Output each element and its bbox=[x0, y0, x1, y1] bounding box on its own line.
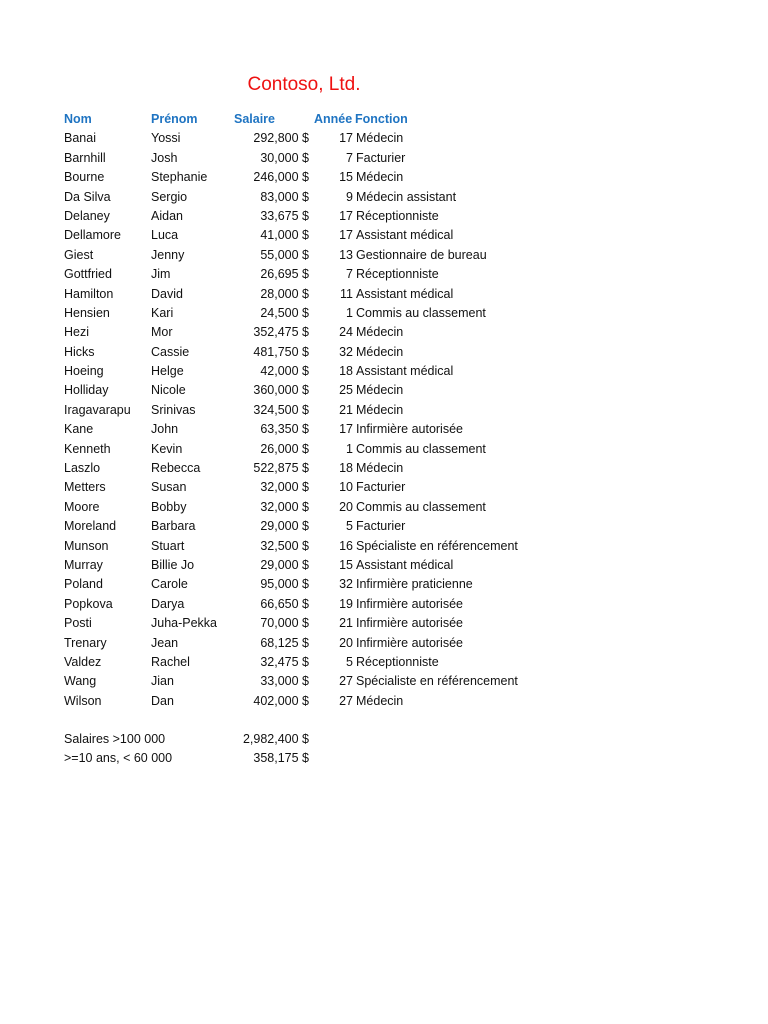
header-prenom: Prénom bbox=[151, 112, 198, 126]
prenom-cell: Josh bbox=[151, 150, 178, 165]
prenom-cell: Jim bbox=[151, 267, 171, 282]
salaire-cell: 83,000 $ bbox=[260, 189, 309, 204]
summary-label: Salaires >100 000 bbox=[64, 732, 166, 746]
prenom-cell: Aidan bbox=[151, 208, 183, 223]
salaire-cell: 481,750 $ bbox=[253, 344, 309, 359]
nom-cell: Posti bbox=[64, 616, 92, 631]
prenom-cell: Bobby bbox=[151, 499, 187, 514]
summary-value: 358,175 $ bbox=[253, 751, 309, 766]
nom-cell: Moreland bbox=[64, 519, 117, 534]
annee-cell: 1 bbox=[346, 305, 353, 320]
fonction-cell: Commis au classement bbox=[356, 499, 486, 514]
fonction-cell: Médecin bbox=[356, 461, 404, 476]
salaire-cell: 29,000 $ bbox=[260, 557, 309, 572]
nom-cell: Giest bbox=[64, 247, 94, 262]
salaire-cell: 63,350 $ bbox=[260, 422, 309, 437]
fonction-cell: Médecin bbox=[356, 344, 404, 359]
prenom-cell: Carole bbox=[151, 577, 188, 592]
fonction-cell: Facturier bbox=[356, 480, 406, 495]
annee-cell: 18 bbox=[339, 364, 353, 379]
nom-cell: Gottfried bbox=[64, 267, 112, 282]
fonction-cell: Facturier bbox=[356, 150, 406, 165]
fonction-cell: Réceptionniste bbox=[356, 208, 439, 223]
annee-cell: 18 bbox=[339, 461, 353, 476]
salaire-cell: 33,675 $ bbox=[260, 208, 309, 223]
fonction-cell: Spécialiste en référencement bbox=[356, 674, 518, 689]
nom-cell: Poland bbox=[64, 577, 103, 592]
prenom-cell: Juha-Pekka bbox=[151, 616, 218, 631]
nom-cell: Hicks bbox=[64, 344, 95, 359]
salaire-cell: 29,000 $ bbox=[260, 519, 309, 534]
fonction-cell: Spécialiste en référencement bbox=[356, 538, 518, 553]
prenom-cell: David bbox=[151, 286, 183, 301]
salaire-cell: 522,875 $ bbox=[253, 461, 309, 476]
nom-cell: Hezi bbox=[64, 325, 90, 340]
summary-value: 2,982,400 $ bbox=[242, 732, 309, 746]
header-nom: Nom bbox=[64, 112, 92, 126]
annee-cell: 5 bbox=[346, 519, 353, 534]
annee-cell: 21 bbox=[339, 616, 353, 631]
prenom-cell: Cassie bbox=[151, 344, 190, 359]
prenom-cell: Luca bbox=[151, 228, 179, 243]
annee-cell: 32 bbox=[339, 577, 353, 592]
salaire-cell: 41,000 $ bbox=[260, 228, 309, 243]
prenom-cell: Barbara bbox=[151, 519, 196, 534]
prenom-cell: Darya bbox=[151, 596, 185, 611]
fonction-cell: Réceptionniste bbox=[356, 654, 439, 669]
salaire-cell: 55,000 $ bbox=[260, 247, 309, 262]
annee-cell: 27 bbox=[339, 674, 353, 689]
salaire-cell: 246,000 $ bbox=[253, 170, 309, 185]
fonction-cell: Médecin bbox=[356, 383, 404, 398]
nom-cell: Munson bbox=[64, 538, 109, 553]
annee-cell: 16 bbox=[339, 538, 353, 553]
nom-cell: Hensien bbox=[64, 305, 110, 320]
salaire-cell: 30,000 $ bbox=[260, 150, 309, 165]
prenom-cell: Yossi bbox=[151, 131, 181, 146]
annee-cell: 15 bbox=[339, 170, 353, 185]
prenom-cell: Nicole bbox=[151, 383, 186, 398]
fonction-cell: Gestionnaire de bureau bbox=[356, 247, 487, 262]
salaire-cell: 42,000 $ bbox=[260, 364, 309, 379]
annee-cell: 5 bbox=[346, 654, 353, 669]
fonction-cell: Réceptionniste bbox=[356, 267, 439, 282]
fonction-cell: Infirmière autorisée bbox=[356, 616, 463, 631]
salaire-cell: 32,500 $ bbox=[260, 538, 309, 553]
fonction-cell: Médecin bbox=[356, 325, 404, 340]
prenom-cell: John bbox=[151, 422, 179, 437]
annee-cell: 20 bbox=[339, 499, 353, 514]
fonction-cell: Assistant médical bbox=[356, 557, 454, 572]
annee-cell: 25 bbox=[339, 383, 353, 398]
salaire-cell: 68,125 $ bbox=[260, 635, 309, 650]
header-salaire: Salaire bbox=[234, 112, 276, 126]
salaire-cell: 70,000 $ bbox=[260, 616, 309, 631]
prenom-cell: Kevin bbox=[151, 441, 183, 456]
nom-cell: Dellamore bbox=[64, 228, 121, 243]
nom-cell: Banai bbox=[64, 131, 96, 146]
annee-cell: 21 bbox=[339, 402, 353, 417]
salaire-cell: 28,000 $ bbox=[260, 286, 309, 301]
salaire-cell: 292,800 $ bbox=[253, 131, 309, 146]
salaire-cell: 32,475 $ bbox=[260, 654, 309, 669]
fonction-cell: Médecin assistant bbox=[356, 189, 457, 204]
nom-cell: Valdez bbox=[64, 654, 102, 669]
salaire-cell: 360,000 $ bbox=[253, 383, 309, 398]
annee-cell: 17 bbox=[339, 131, 353, 146]
fonction-cell: Assistant médical bbox=[356, 228, 454, 243]
prenom-cell: Rachel bbox=[151, 654, 190, 669]
prenom-cell: Stuart bbox=[151, 538, 185, 553]
prenom-cell: Susan bbox=[151, 480, 187, 495]
nom-cell: Metters bbox=[64, 480, 106, 495]
nom-cell: Wang bbox=[64, 674, 97, 689]
annee-cell: 9 bbox=[346, 189, 353, 204]
fonction-cell: Commis au classement bbox=[356, 441, 486, 456]
prenom-cell: Jian bbox=[151, 674, 174, 689]
prenom-cell: Kari bbox=[151, 305, 174, 320]
prenom-cell: Rebecca bbox=[151, 461, 201, 476]
annee-cell: 1 bbox=[346, 441, 353, 456]
annee-cell: 11 bbox=[340, 286, 353, 301]
nom-cell: Kenneth bbox=[64, 441, 111, 456]
salaire-cell: 352,475 $ bbox=[253, 325, 309, 340]
fonction-cell: Médecin bbox=[356, 402, 404, 417]
fonction-cell: Médecin bbox=[356, 170, 404, 185]
salaire-cell: 24,500 $ bbox=[260, 305, 309, 320]
fonction-cell: Médecin bbox=[356, 693, 404, 708]
header-annee: Année bbox=[314, 112, 353, 126]
salaire-cell: 33,000 $ bbox=[260, 674, 309, 689]
prenom-cell: Jean bbox=[151, 635, 179, 650]
salaire-cell: 32,000 $ bbox=[260, 499, 309, 514]
fonction-cell: Infirmière autorisée bbox=[356, 596, 463, 611]
annee-cell: 24 bbox=[339, 325, 353, 340]
annee-cell: 17 bbox=[339, 422, 353, 437]
annee-cell: 13 bbox=[339, 247, 353, 262]
prenom-cell: Billie Jo bbox=[151, 557, 195, 572]
salaire-cell: 26,000 $ bbox=[260, 441, 309, 456]
salaire-cell: 26,695 $ bbox=[260, 267, 309, 282]
prenom-cell: Jenny bbox=[151, 247, 185, 262]
prenom-cell: Stephanie bbox=[151, 170, 208, 185]
nom-cell: Popkova bbox=[64, 596, 113, 611]
annee-cell: 17 bbox=[339, 228, 353, 243]
nom-cell: Da Silva bbox=[64, 189, 111, 204]
annee-cell: 7 bbox=[346, 150, 353, 165]
annee-cell: 20 bbox=[339, 635, 353, 650]
nom-cell: Laszlo bbox=[64, 461, 101, 476]
prenom-cell: Srinivas bbox=[151, 402, 196, 417]
fonction-cell: Assistant médical bbox=[356, 286, 454, 301]
nom-cell: Hoeing bbox=[64, 364, 104, 379]
prenom-cell: Dan bbox=[151, 693, 174, 708]
annee-cell: 17 bbox=[339, 208, 353, 223]
annee-cell: 7 bbox=[346, 267, 353, 282]
salaire-cell: 32,000 $ bbox=[260, 480, 309, 495]
salaire-cell: 402,000 $ bbox=[253, 693, 309, 708]
nom-cell: Iragavarapu bbox=[64, 402, 131, 417]
annee-cell: 19 bbox=[339, 596, 353, 611]
nom-cell: Trenary bbox=[64, 635, 107, 650]
fonction-cell: Assistant médical bbox=[356, 364, 454, 379]
fonction-cell: Médecin bbox=[356, 131, 404, 146]
fonction-cell: Infirmière praticienne bbox=[356, 577, 473, 592]
salaire-cell: 66,650 $ bbox=[260, 596, 309, 611]
nom-cell: Kane bbox=[64, 422, 94, 437]
nom-cell: Hamilton bbox=[64, 286, 114, 301]
annee-cell: 27 bbox=[339, 693, 353, 708]
prenom-cell: Helge bbox=[151, 364, 184, 379]
annee-cell: 32 bbox=[339, 344, 353, 359]
salaire-cell: 95,000 $ bbox=[260, 577, 309, 592]
prenom-cell: Mor bbox=[151, 325, 173, 340]
annee-cell: 15 bbox=[339, 557, 353, 572]
header-fonction: Fonction bbox=[355, 112, 408, 126]
fonction-cell: Commis au classement bbox=[356, 305, 486, 320]
fonction-cell: Facturier bbox=[356, 519, 406, 534]
fonction-cell: Infirmière autorisée bbox=[356, 635, 463, 650]
annee-cell: 10 bbox=[339, 480, 353, 495]
summary-label: >=10 ans, < 60 000 bbox=[64, 751, 173, 766]
nom-cell: Delaney bbox=[64, 208, 110, 223]
nom-cell: Moore bbox=[64, 499, 100, 514]
nom-cell: Wilson bbox=[64, 693, 102, 708]
nom-cell: Murray bbox=[64, 557, 103, 572]
company-title: Contoso, Ltd. bbox=[247, 74, 361, 95]
nom-cell: Bourne bbox=[64, 170, 105, 185]
nom-cell: Barnhill bbox=[64, 150, 106, 165]
nom-cell: Holliday bbox=[64, 383, 109, 398]
salaire-cell: 324,500 $ bbox=[253, 402, 309, 417]
fonction-cell: Infirmière autorisée bbox=[356, 422, 463, 437]
prenom-cell: Sergio bbox=[151, 189, 188, 204]
